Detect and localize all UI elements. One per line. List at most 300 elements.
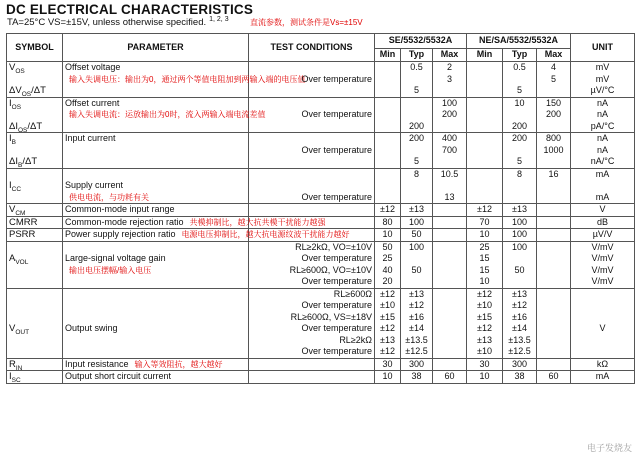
min-se-cell [375, 204, 401, 217]
max-ne-cell [537, 288, 571, 358]
col-max-ne: Max [537, 49, 571, 62]
max-ne-cell-line [539, 289, 568, 301]
max-se-cell-line [435, 180, 464, 192]
min-ne-cell-line [469, 192, 500, 204]
unit-cell-line [573, 180, 632, 192]
max-se-cell-line [435, 204, 464, 216]
max-se-cell [433, 133, 467, 169]
parameter-cell-line [65, 145, 246, 157]
max-se-cell [433, 97, 467, 133]
typ-se-cell-line: ±13 [409, 204, 424, 214]
min-se-cell-line [377, 98, 398, 110]
max-se-cell-line [435, 253, 464, 265]
symbol-cell-line: $I_{OS}$ [9, 97, 22, 109]
symbol-cell [7, 229, 63, 242]
min-se-cell-line [377, 156, 398, 168]
min-ne-cell-line: 15 [479, 264, 490, 275]
min-se-cell-line [377, 133, 398, 145]
symbol-cell-line: $V_{CM}$ [9, 204, 26, 216]
col-typ-se: Typ [401, 49, 433, 62]
min-se-cell [375, 288, 401, 358]
symbol-cell-line: PSRR [9, 229, 36, 240]
typ-ne-cell-line: 5 [517, 156, 523, 166]
typ-ne-cell-line: 100 [512, 241, 528, 252]
min-ne-cell [467, 371, 503, 384]
unit-cell-line: µV/°C [590, 85, 615, 95]
parameter-cell-line: Common-mode input range [65, 204, 175, 214]
min-se-cell-line: 10 [382, 371, 393, 381]
unit-cell [571, 216, 635, 229]
parameter-cell-line: Output swing [65, 323, 118, 333]
typ-ne-cell-line: ±14 [512, 323, 527, 333]
test-condition-cell-line [251, 204, 372, 216]
min-ne-cell-line [469, 74, 500, 86]
test-condition-cell-line [251, 180, 372, 192]
unit-cell [571, 168, 635, 204]
max-se-cell-line [435, 300, 464, 312]
symbol-cell-line: $\Delta V_{OS}/\Delta T$ [9, 85, 46, 97]
symbol-cell [7, 288, 63, 358]
typ-ne-cell-line: 10 [514, 97, 525, 108]
parameter-cell [63, 62, 306, 98]
unit-cell-line: mA [595, 191, 610, 202]
min-ne-cell-line: ±12 [477, 288, 492, 299]
typ-se-cell-line [403, 192, 430, 204]
min-ne-cell-line [469, 180, 500, 192]
parameter-cell-line [65, 289, 246, 301]
parameter-cell-line [65, 169, 246, 181]
max-se-cell-line: 13 [444, 191, 455, 202]
symbol-cell-line [9, 145, 60, 157]
col-symbol: SYMBOL [7, 34, 63, 62]
typ-ne-cell-line: ±12 [512, 300, 527, 310]
max-se-cell-line: 400 [442, 133, 458, 143]
min-ne-cell [467, 229, 503, 242]
col-parameter: PARAMETER [63, 34, 249, 62]
parameter-cell [63, 229, 350, 242]
symbol-cell-line [9, 346, 60, 358]
test-condition-cell-line [251, 98, 372, 110]
min-ne-cell-line [469, 109, 500, 121]
parameter-cell [63, 371, 249, 384]
min-se-cell-line [377, 109, 398, 121]
min-ne-cell-line: ±13 [477, 334, 492, 345]
max-se-cell-line [435, 156, 464, 168]
unit-cell-line: nA [597, 109, 609, 119]
max-se-cell [433, 358, 467, 371]
table-row [7, 204, 635, 217]
unit-cell [571, 229, 635, 242]
max-se-cell [433, 168, 467, 204]
symbol-cell-line: $I_B$ [9, 133, 16, 145]
max-se-cell-line: 700 [442, 144, 458, 155]
min-se-cell-line: ±13 [380, 334, 395, 345]
max-se-cell-line [435, 289, 464, 301]
typ-ne-cell [503, 62, 537, 98]
min-ne-cell-line: ±15 [477, 311, 492, 322]
col-group-se: SE/5532/5532A [375, 34, 467, 49]
parameter-cell [63, 241, 249, 288]
min-se-cell-line: ±12 [380, 288, 395, 299]
typ-se-cell [401, 358, 433, 371]
typ-se-cell [401, 241, 433, 288]
max-se-cell-line [435, 242, 464, 254]
test-condition-cell-line: Over temperature [301, 73, 372, 84]
max-ne-cell-line [539, 265, 568, 277]
typ-ne-cell-line: 100 [512, 216, 528, 227]
min-ne-cell-line: 15 [479, 253, 490, 263]
min-ne-cell-line [469, 145, 500, 157]
typ-se-cell-line: ±12.5 [405, 346, 428, 356]
typ-se-cell-line: 200 [408, 133, 425, 143]
min-ne-cell-line: 30 [479, 358, 490, 369]
typ-ne-cell [503, 229, 537, 242]
min-ne-cell-line: 10 [479, 229, 490, 239]
max-ne-cell [537, 371, 571, 384]
test-condition-cell [249, 358, 375, 371]
min-se-cell-line: 50 [382, 241, 393, 252]
min-se-cell [375, 97, 401, 133]
typ-ne-cell-line: 50 [514, 264, 525, 275]
min-se-cell-line: 40 [382, 264, 393, 275]
min-se-cell-line [377, 180, 398, 192]
test-condition-cell [249, 204, 375, 217]
min-se-cell-line: ±12 [380, 323, 395, 333]
parameter-cell-line: Offset voltage [65, 62, 121, 72]
test-condition-cell-line: Over temperature [301, 346, 372, 356]
typ-se-cell [401, 97, 433, 133]
unit-cell-line: mV [595, 73, 610, 84]
parameter-cell-line [65, 312, 246, 324]
min-ne-cell [467, 62, 503, 98]
typ-ne-cell [503, 204, 537, 217]
max-ne-cell [537, 241, 571, 288]
table-row [7, 241, 635, 288]
symbol-cell-line: $V_{OS}$ [9, 62, 25, 74]
max-ne-cell-line [539, 156, 568, 168]
typ-ne-cell-line: ±13 [512, 204, 527, 214]
unit-cell-line [573, 300, 632, 312]
symbol-cell [7, 133, 63, 169]
typ-se-cell-line: ±13.5 [405, 334, 428, 345]
parameter-cell-line: Common-mode rejection ratio 共模抑制比，越大抗共模干扰能力越强 [65, 216, 326, 227]
col-test-conditions: TEST CONDITIONS [249, 34, 375, 62]
parameter-cell [63, 288, 249, 358]
max-ne-cell [537, 216, 571, 229]
unit-cell-line: V/mV [591, 241, 614, 252]
min-ne-cell-line [469, 133, 500, 145]
parameter-cell-line [65, 300, 246, 312]
max-se-cell-line [435, 217, 464, 229]
test-condition-cell [249, 241, 375, 288]
min-ne-cell [467, 97, 503, 133]
typ-se-cell [401, 229, 433, 242]
min-ne-cell-line [469, 62, 500, 74]
table-row [7, 371, 635, 384]
typ-se-cell-line [403, 74, 430, 86]
typ-se-cell-line: ±14 [409, 323, 424, 333]
min-se-cell-line: ±12 [380, 204, 395, 214]
max-se-cell-line: 3 [447, 73, 453, 84]
typ-ne-cell-line [505, 253, 534, 265]
min-se-cell [375, 358, 401, 371]
max-se-cell [433, 371, 467, 384]
unit-cell-line: mA [595, 371, 610, 381]
table-row [7, 288, 635, 358]
unit-cell-line [573, 346, 632, 358]
typ-ne-cell [503, 288, 537, 358]
test-condition-cell-line [251, 169, 372, 181]
col-group-ne: NE/SA/5532/5532A [467, 34, 571, 49]
conditions-annotation: 直流参数，测试条件是Vs=±15V [250, 18, 363, 27]
conditions-text: TA=25°C VS=±15V, unless otherwise specified. [7, 17, 207, 29]
unit-cell-line: mV [595, 62, 610, 72]
symbol-cell-line [9, 74, 60, 86]
chinese-annotation: 输出电压摆幅/输入电压 [69, 265, 152, 275]
test-condition-cell-line: Over temperature [301, 253, 372, 263]
table-row [7, 62, 635, 98]
table-row [7, 168, 635, 204]
max-ne-cell [537, 133, 571, 169]
typ-se-cell [401, 216, 433, 229]
min-se-cell-line: 30 [382, 358, 393, 369]
symbol-cell-line [9, 109, 60, 121]
typ-se-cell-line [403, 145, 430, 157]
parameter-cell-line: Supply current [65, 180, 124, 190]
max-ne-cell [537, 168, 571, 204]
symbol-cell-line [9, 169, 60, 181]
chinese-annotation: 共模抑制比，越大抗共模干扰能力越强 [189, 217, 326, 227]
typ-se-cell-line: 100 [408, 216, 425, 227]
typ-se-cell [401, 62, 433, 98]
unit-cell [571, 371, 635, 384]
test-conditions-note [7, 16, 229, 28]
test-condition-cell-line: RL≥2kΩ [339, 334, 372, 345]
max-se-cell [433, 216, 467, 229]
max-ne-cell-line [539, 192, 568, 204]
typ-se-cell-line: ±16 [409, 311, 424, 322]
min-ne-cell-line: ±10 [477, 346, 492, 356]
typ-se-cell-line: 0.5 [410, 62, 423, 72]
min-se-cell [375, 133, 401, 169]
max-ne-cell-line: 200 [546, 109, 562, 119]
symbol-cell-line: $\Delta I_{OS}/\Delta T$ [9, 120, 43, 132]
symbol-cell-line: $V_{OUT}$ [9, 323, 30, 335]
min-se-cell-line [377, 85, 398, 97]
unit-cell-line: nA/°C [590, 156, 615, 166]
min-se-cell [375, 62, 401, 98]
test-condition-cell-line: Over temperature [301, 300, 372, 310]
test-condition-cell-line [251, 371, 372, 383]
min-se-cell-line: 80 [382, 216, 393, 227]
symbol-cell-line [9, 335, 60, 347]
typ-se-cell [401, 168, 433, 204]
min-ne-cell [467, 358, 503, 371]
typ-se-cell-line: 300 [408, 358, 425, 369]
typ-ne-cell-line [505, 192, 534, 204]
typ-se-cell-line [403, 98, 430, 110]
test-condition-cell-line: Over temperature [301, 191, 372, 202]
max-ne-cell-line: 16 [548, 168, 559, 179]
test-condition-cell-line [251, 156, 372, 168]
min-se-cell-line: ±15 [380, 311, 395, 322]
unit-cell [571, 133, 635, 169]
test-condition-cell-line: Over temperature [301, 144, 372, 155]
unit-cell [571, 204, 635, 217]
max-ne-cell-line [539, 253, 568, 265]
parameter-cell-line: Input current [65, 133, 116, 143]
unit-cell-line: nA [597, 144, 609, 155]
max-se-cell-line [435, 335, 464, 347]
unit-cell-line [573, 289, 632, 301]
test-condition-cell-line [251, 62, 372, 74]
typ-se-cell-line [403, 253, 430, 265]
max-ne-cell-line: 60 [548, 371, 559, 381]
max-se-cell [433, 241, 467, 288]
parameter-cell-line [65, 192, 246, 204]
typ-se-cell-line: ±12 [409, 300, 424, 310]
min-ne-cell-line: 10 [479, 276, 490, 286]
min-ne-cell-line [469, 156, 500, 168]
symbol-cell [7, 97, 63, 133]
typ-ne-cell-line [505, 276, 534, 288]
min-se-cell-line [377, 192, 398, 204]
min-se-cell [375, 216, 401, 229]
unit-cell [571, 97, 635, 133]
typ-se-cell-line: 8 [413, 168, 419, 179]
min-ne-cell [467, 241, 503, 288]
max-se-cell-line [435, 265, 464, 277]
chinese-annotation: 输入失调电压：输出为0，通过两个等值电阻加到两输入端的电压值 [69, 74, 306, 84]
unit-cell-line: V [599, 204, 606, 214]
symbol-cell-line [9, 276, 60, 288]
col-max-se: Max [433, 49, 467, 62]
unit-cell-line: nA [597, 133, 609, 143]
typ-ne-cell [503, 97, 537, 133]
symbol-cell [7, 168, 63, 204]
typ-se-cell-line: 5 [413, 156, 419, 166]
test-condition-cell-line: RL≥2kΩ, VO=±10V [295, 241, 372, 252]
col-typ-ne: Typ [503, 49, 537, 62]
unit-cell-line: nA [597, 97, 609, 108]
max-se-cell-line [435, 346, 464, 358]
symbol-cell [7, 358, 63, 371]
symbol-cell [7, 216, 63, 229]
max-ne-cell [537, 229, 571, 242]
max-ne-cell-line [539, 323, 568, 335]
max-ne-cell [537, 97, 571, 133]
min-ne-cell-line [469, 98, 500, 110]
parameter-cell-line: Large-signal voltage gain [65, 253, 166, 263]
max-ne-cell-line [539, 121, 568, 133]
min-ne-cell-line: 10 [479, 371, 490, 381]
unit-cell-line: pA/°C [590, 120, 615, 131]
test-condition-cell-line [251, 133, 372, 145]
typ-ne-cell-line [505, 145, 534, 157]
parameter-cell [63, 204, 249, 217]
test-condition-cell-line [251, 85, 372, 97]
typ-ne-cell [503, 133, 537, 169]
parameter-cell [63, 358, 249, 371]
unit-cell-line: dB [597, 216, 609, 227]
max-se-cell [433, 204, 467, 217]
min-se-cell-line: 20 [382, 276, 393, 286]
typ-se-cell-line: 200 [408, 120, 425, 131]
symbol-cell-line [9, 312, 60, 324]
parameter-cell-line: Input resistance 输入等效阻抗，越大越好 [65, 358, 223, 369]
unit-cell-line: V/mV [591, 253, 614, 263]
col-min-se: Min [375, 49, 401, 62]
unit-cell [571, 62, 635, 98]
col-unit: UNIT [571, 34, 635, 62]
unit-cell-line: V/mV [591, 276, 614, 286]
min-ne-cell-line: ±10 [477, 300, 492, 310]
max-ne-cell [537, 358, 571, 371]
table-row [7, 133, 635, 169]
unit-cell [571, 358, 635, 371]
parameter-cell-line [65, 346, 246, 358]
min-se-cell-line [377, 62, 398, 74]
symbol-cell-line [9, 192, 60, 204]
parameter-cell [63, 97, 266, 133]
min-se-cell-line [377, 169, 398, 181]
typ-ne-cell-line: 38 [514, 371, 525, 381]
unit-cell-line: V [599, 323, 606, 333]
typ-ne-cell-line: ±13.5 [508, 334, 531, 345]
unit-cell-line [573, 335, 632, 347]
typ-se-cell-line: 100 [408, 241, 425, 252]
unit-cell [571, 241, 635, 288]
max-se-cell-line [435, 312, 464, 324]
min-ne-cell-line [469, 121, 500, 133]
table-row [7, 216, 635, 229]
min-se-cell-line [377, 74, 398, 86]
max-se-cell-line: 10.5 [440, 168, 459, 179]
typ-ne-cell-line: 5 [517, 85, 523, 95]
footnote-refs: 1, 2, 3 [209, 16, 229, 23]
max-se-cell-line [435, 121, 464, 133]
parameter-cell [63, 168, 249, 204]
min-se-cell [375, 168, 401, 204]
typ-se-cell-line: 50 [411, 264, 422, 275]
typ-ne-cell [503, 168, 537, 204]
typ-ne-cell-line: ±13 [512, 288, 527, 299]
parameter-cell-line: Power supply rejection ratio 电源电压抑制比，越大抗电源纹波干扰能力越好 [65, 229, 350, 239]
min-ne-cell-line: 25 [479, 241, 490, 252]
min-ne-cell-line: ±12 [477, 323, 492, 333]
symbol-cell-line [9, 289, 60, 301]
typ-se-cell-line: 38 [411, 371, 422, 381]
typ-ne-cell-line [505, 180, 534, 192]
test-condition-cell [249, 168, 375, 204]
symbol-cell-line [9, 265, 60, 277]
test-condition-cell-line [251, 359, 372, 371]
chinese-annotation: 输入失调电流：运放输出为0时，流入两输入端电流差值 [69, 110, 266, 119]
max-se-cell-line [435, 323, 464, 335]
symbol-cell [7, 204, 63, 217]
test-condition-cell-line: Over temperature [301, 276, 372, 286]
test-condition-cell [249, 97, 375, 133]
parameter-cell-line [65, 276, 246, 288]
min-se-cell-line: 10 [382, 229, 393, 239]
min-ne-cell [467, 168, 503, 204]
max-ne-cell-line [539, 346, 568, 358]
symbol-cell-line: CMRR [9, 216, 38, 228]
unit-cell-line: V/mV [591, 264, 614, 275]
max-se-cell [433, 229, 467, 242]
min-se-cell-line [377, 121, 398, 133]
symbol-cell-line: $I_{CC}$ [9, 180, 22, 192]
